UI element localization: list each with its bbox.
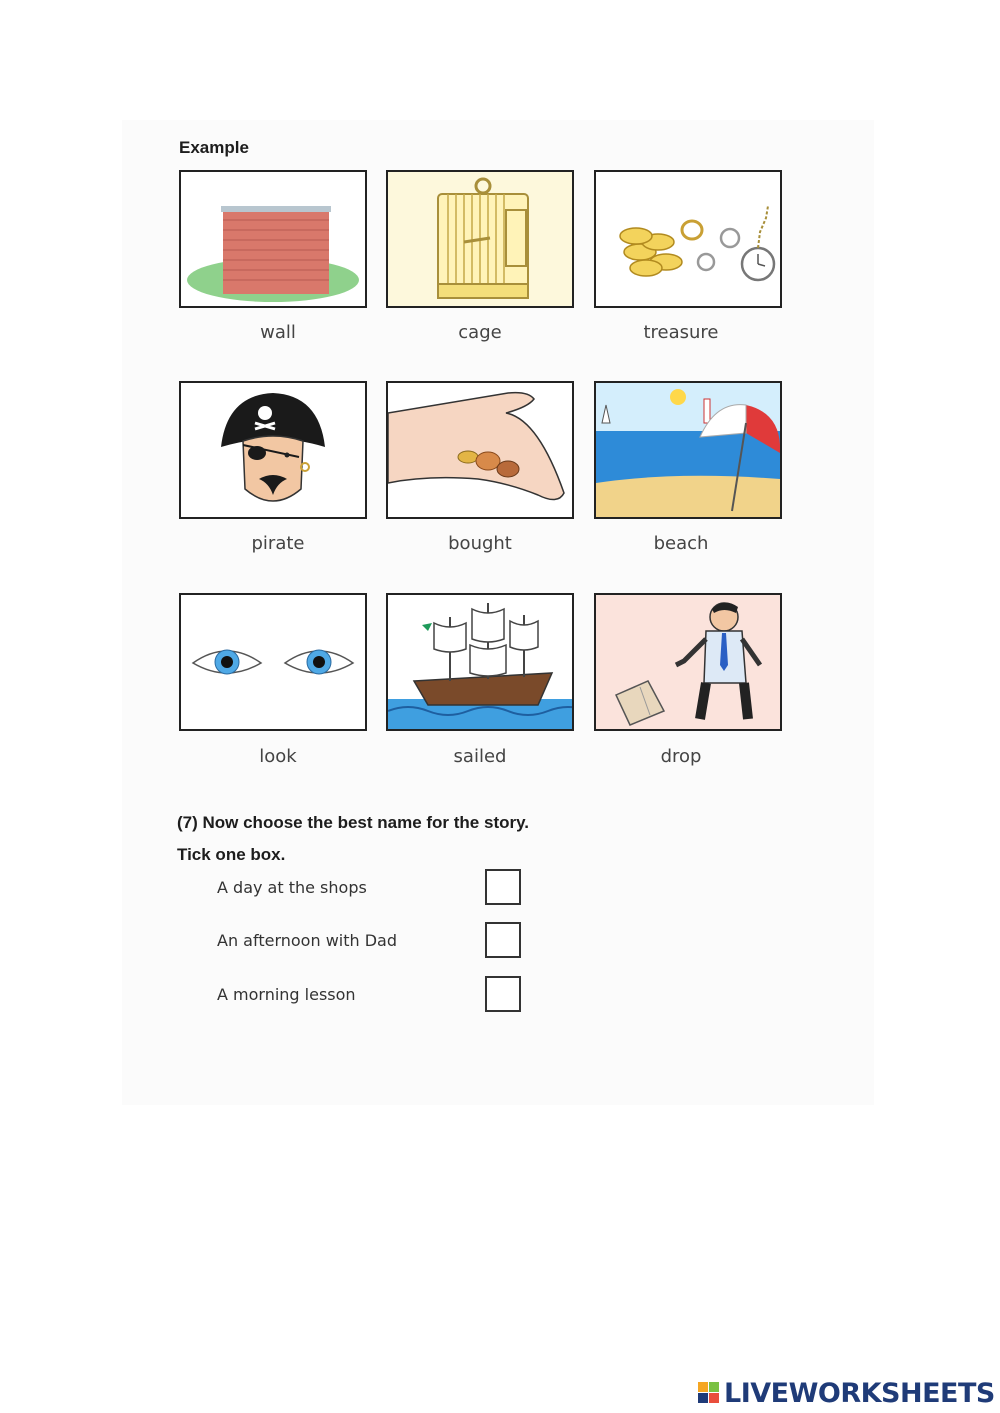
instruction-text: Tick one box.	[177, 845, 286, 864]
brick-wall-icon	[181, 172, 365, 306]
tick-box-morning-lesson[interactable]	[485, 976, 521, 1012]
pirate-icon	[181, 383, 365, 517]
card-drop-picture	[594, 593, 782, 731]
card-pirate-picture	[179, 381, 367, 519]
liveworksheets-logo[interactable]	[698, 1376, 995, 1410]
card-look-picture	[179, 593, 367, 731]
card-beach-label: beach	[653, 533, 709, 554]
card-pirate-label: pirate	[251, 533, 305, 554]
question-heading: (7) Now choose the best name for the story.	[177, 813, 530, 832]
tick-box-day-at-shops[interactable]	[485, 869, 521, 905]
card-treasure-label: treasure	[643, 322, 719, 343]
ship-icon	[388, 595, 572, 729]
hand-coins-icon	[388, 383, 572, 517]
card-wall-label: wall	[260, 322, 296, 343]
brand-name: LIVEWORKSHEETS	[724, 1377, 995, 1409]
card-sailed-label: sailed	[453, 746, 507, 767]
card-cage-picture	[386, 170, 574, 308]
card-beach-picture	[594, 381, 782, 519]
man-dropping-box-icon	[596, 595, 780, 729]
card-look-label: look	[259, 746, 297, 767]
card-cage-label: cage	[458, 322, 502, 343]
birdcage-icon	[388, 172, 572, 306]
eyes-icon	[181, 595, 365, 729]
option-label-day-at-shops: A day at the shops	[217, 878, 367, 897]
card-bought-picture	[386, 381, 574, 519]
beach-icon	[596, 383, 780, 517]
treasure-icon	[596, 172, 780, 306]
card-sailed-picture	[386, 593, 574, 731]
option-label-morning-lesson: A morning lesson	[217, 985, 356, 1004]
card-wall-picture	[179, 170, 367, 308]
tick-box-afternoon-with-dad[interactable]	[485, 922, 521, 958]
example-heading: Example	[179, 138, 249, 157]
card-bought-label: bought	[448, 533, 512, 554]
card-drop-label: drop	[660, 746, 702, 767]
card-treasure-picture	[594, 170, 782, 308]
liveworksheets-logo-icon	[698, 1380, 720, 1406]
option-label-afternoon-with-dad: An afternoon with Dad	[217, 931, 397, 950]
